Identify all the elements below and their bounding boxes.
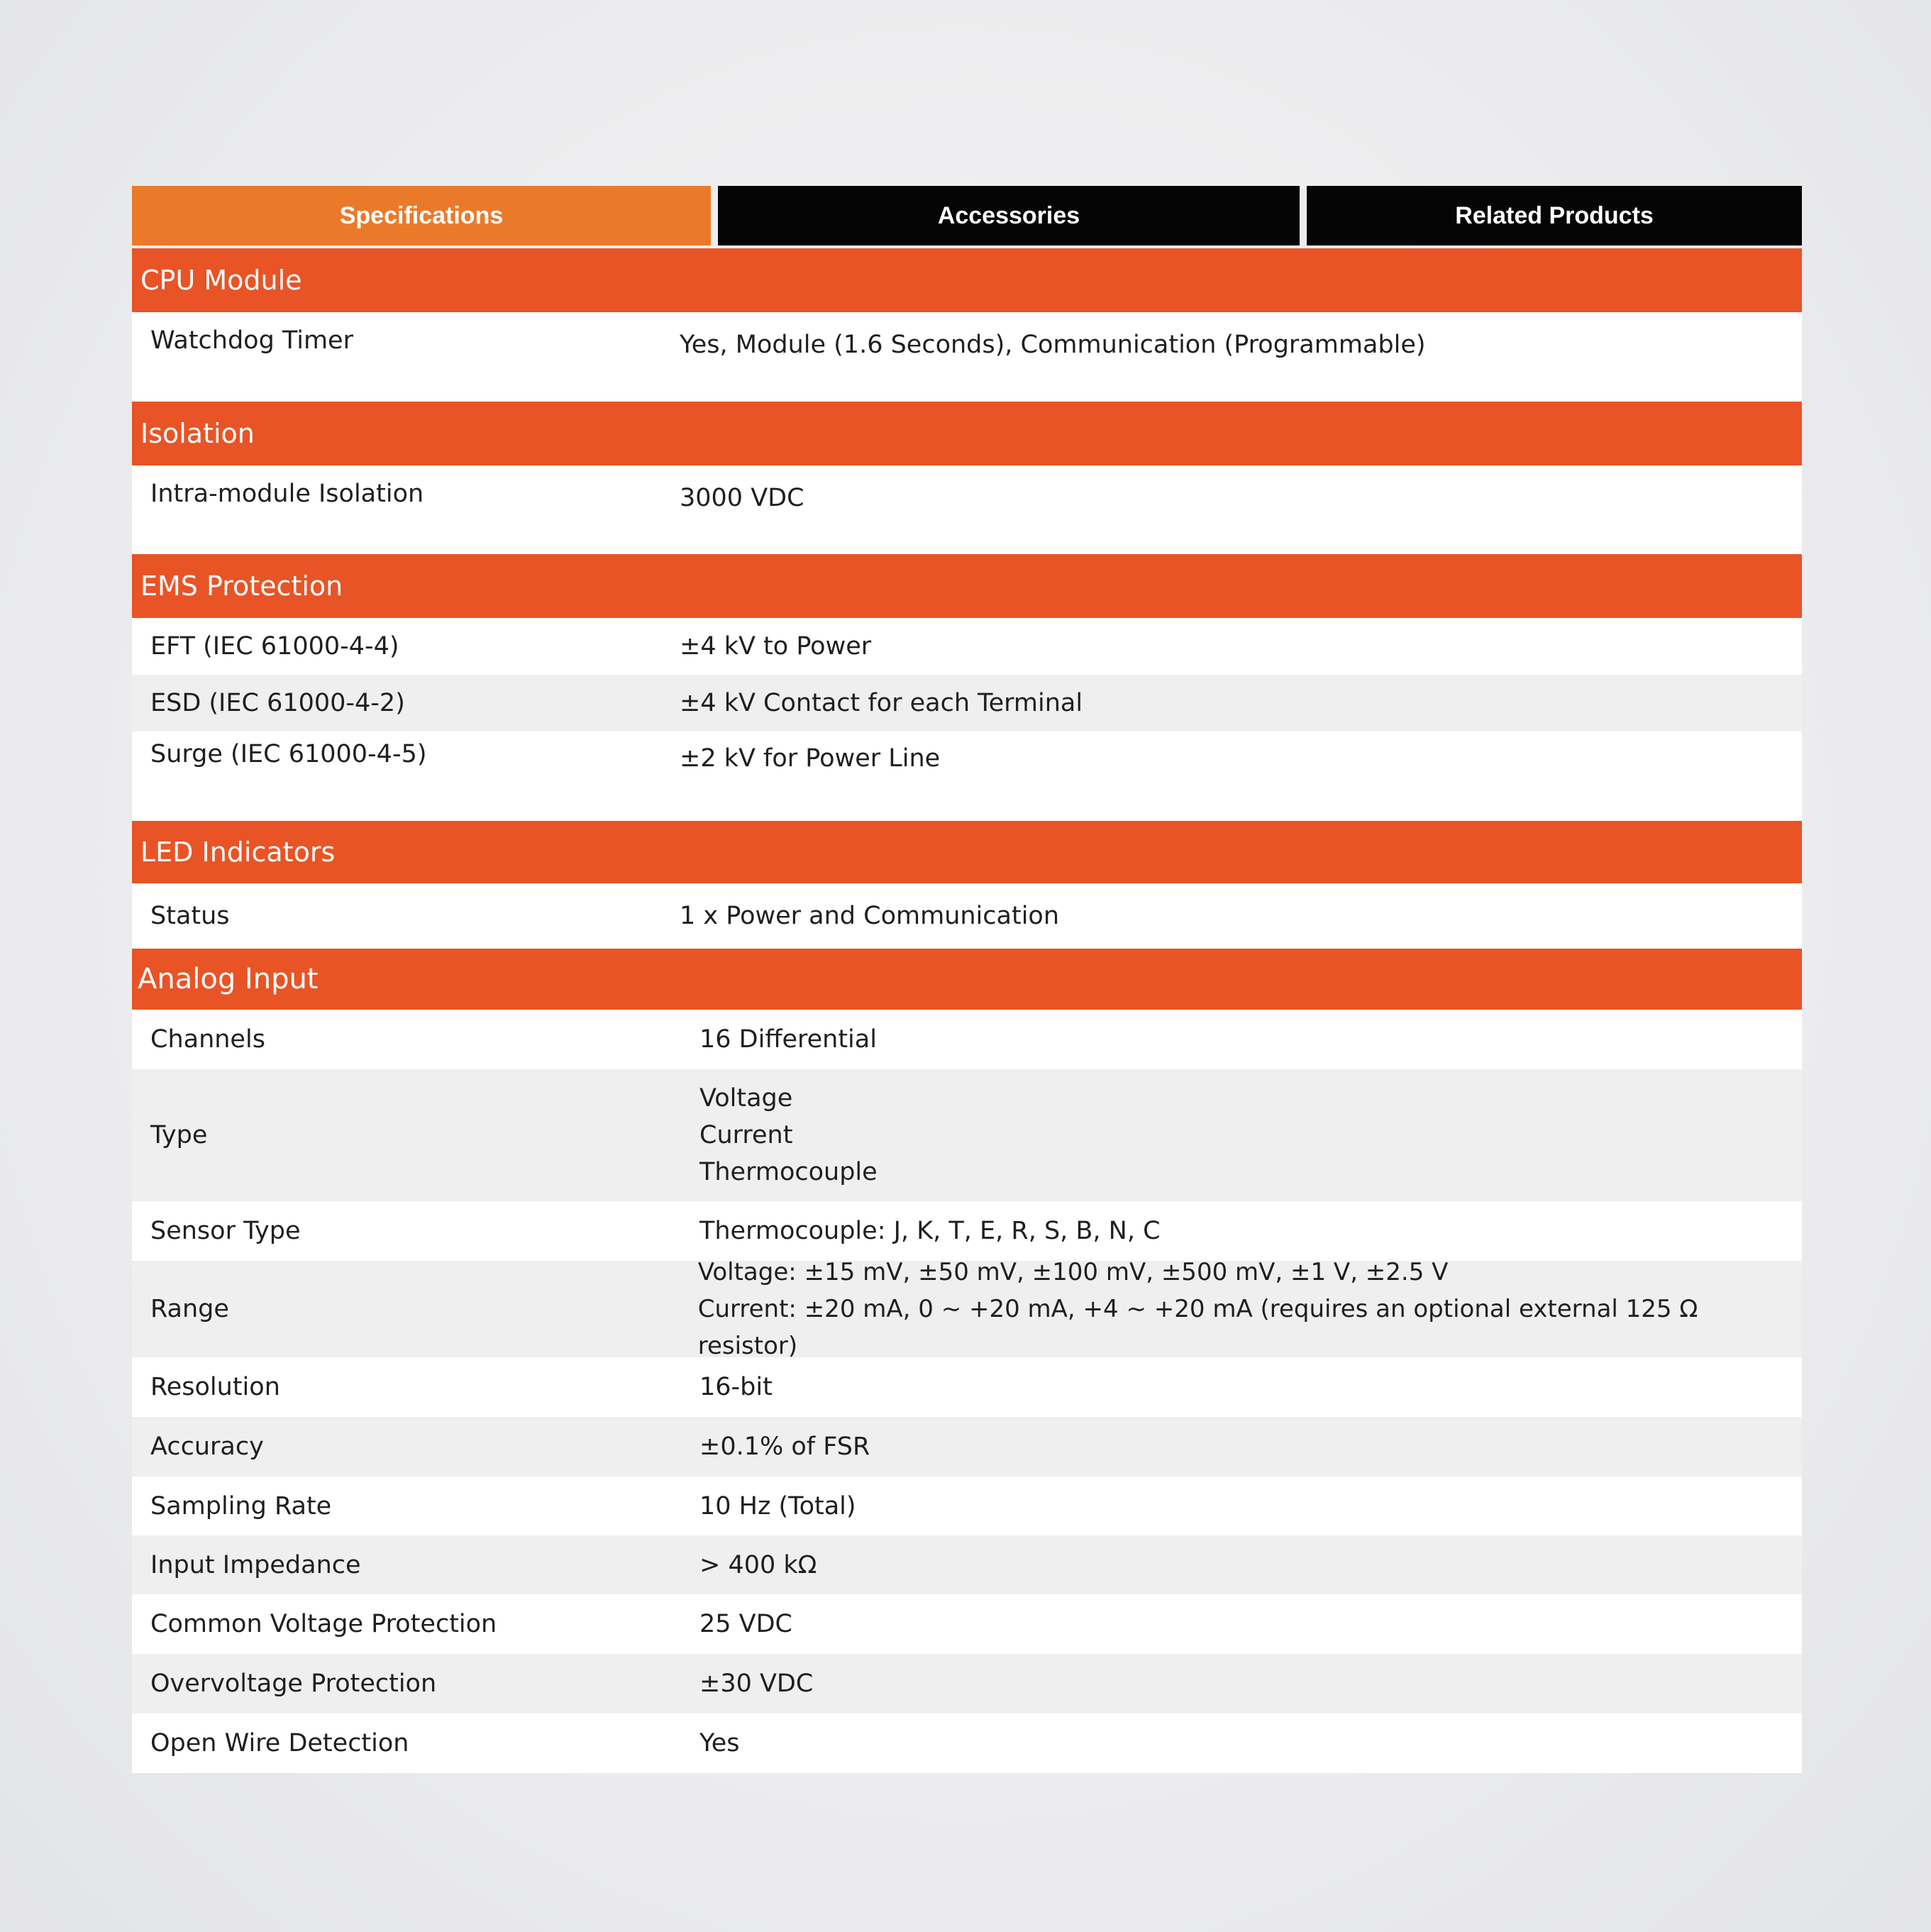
value-line: Current: ±20 mA, 0 ~ +20 mA, +4 ~ +20 mA (requires an optional external 125 Ω resistor) [697, 1295, 1698, 1360]
table-row [132, 1476, 1802, 1535]
table-row [132, 1713, 1802, 1773]
row-value: 25 VDC [699, 1610, 792, 1638]
table-row [132, 618, 1802, 675]
section-title: CPU Module [132, 248, 1802, 312]
row-label: Type [150, 1121, 208, 1149]
table-row [132, 883, 1802, 949]
section-title: Analog Input [132, 949, 1802, 1010]
row-value [699, 1080, 878, 1191]
row-label: Resolution [150, 1373, 280, 1401]
value-line: Voltage: ±15 mV, ±50 mV, ±100 mV, ±500 mV, ±1 V, ±2.5 V [697, 1258, 1449, 1286]
table-row [132, 732, 1802, 821]
row-value: Thermocouple: J, K, T, E, R, S, B, N, C [699, 1217, 1161, 1245]
row-value: 16-bit [699, 1373, 773, 1401]
row-label: Open Wire Detection [150, 1729, 409, 1757]
row-label: Range [150, 1295, 229, 1323]
row-value: Yes [699, 1729, 740, 1757]
row-label: Accuracy [150, 1433, 264, 1461]
row-value: 3000 VDC [680, 484, 804, 512]
tab-related-products[interactable]: Related Products [1307, 186, 1802, 245]
row-value: ±0.1% of FSR [699, 1433, 870, 1461]
section-title: Isolation [132, 402, 1802, 465]
row-label: Watchdog Timer [150, 326, 353, 355]
section-title: EMS Protection [132, 554, 1802, 618]
row-label: Status [150, 902, 230, 930]
value-line: Voltage [699, 1084, 793, 1113]
tab-bar [132, 186, 1802, 248]
row-value: ±4 kV Contact for each Terminal [680, 689, 1083, 717]
section-title: LED Indicators [132, 821, 1802, 883]
row-value [698, 1254, 1802, 1364]
row-label: ESD (IEC 61000-4-2) [150, 689, 405, 717]
tab-accessories[interactable]: Accessories [718, 186, 1300, 245]
row-label: Input Impedance [150, 1550, 361, 1579]
section-led-indicators [132, 821, 1802, 949]
section-ems-protection [132, 554, 1802, 821]
row-label: EFT (IEC 61000-4-4) [150, 632, 399, 661]
section-isolation [132, 402, 1802, 554]
table-row [132, 1258, 1802, 1360]
row-value: 1 x Power and Communication [680, 902, 1060, 930]
row-label: Overvoltage Protection [150, 1669, 437, 1698]
row-value: > 400 kΩ [699, 1550, 817, 1579]
row-label: Sampling Rate [150, 1491, 332, 1520]
row-label: Common Voltage Protection [150, 1610, 497, 1638]
row-value: 16 Differential [699, 1025, 877, 1054]
table-row [132, 465, 1802, 554]
section-analog-input [132, 949, 1802, 1773]
row-label: Intra-module Isolation [150, 480, 424, 508]
table-row [132, 1357, 1802, 1417]
table-row [132, 1594, 1802, 1654]
row-label: Sensor Type [150, 1217, 301, 1245]
row-label: Surge (IEC 61000-4-5) [150, 740, 427, 768]
table-row [132, 1654, 1802, 1713]
table-row [132, 1069, 1802, 1201]
row-value: 10 Hz (Total) [699, 1491, 856, 1520]
table-row [132, 1201, 1802, 1261]
table-row [132, 312, 1802, 402]
section-cpu-module [132, 248, 1802, 402]
table-row [132, 1417, 1802, 1476]
tab-specifications[interactable]: Specifications [132, 186, 711, 245]
value-line: Current [699, 1121, 793, 1149]
table-row [132, 675, 1802, 732]
table-row [132, 1535, 1802, 1594]
spec-panel [132, 186, 1802, 1773]
table-row [132, 1010, 1802, 1069]
row-value: ±30 VDC [699, 1669, 814, 1698]
row-value: Yes, Module (1.6 Seconds), Communication (Programmable) [680, 331, 1426, 359]
row-value: ±4 kV to Power [680, 632, 872, 661]
row-label: Channels [150, 1025, 265, 1054]
value-line: Thermocouple [699, 1158, 878, 1186]
row-value: ±2 kV for Power Line [680, 744, 941, 773]
